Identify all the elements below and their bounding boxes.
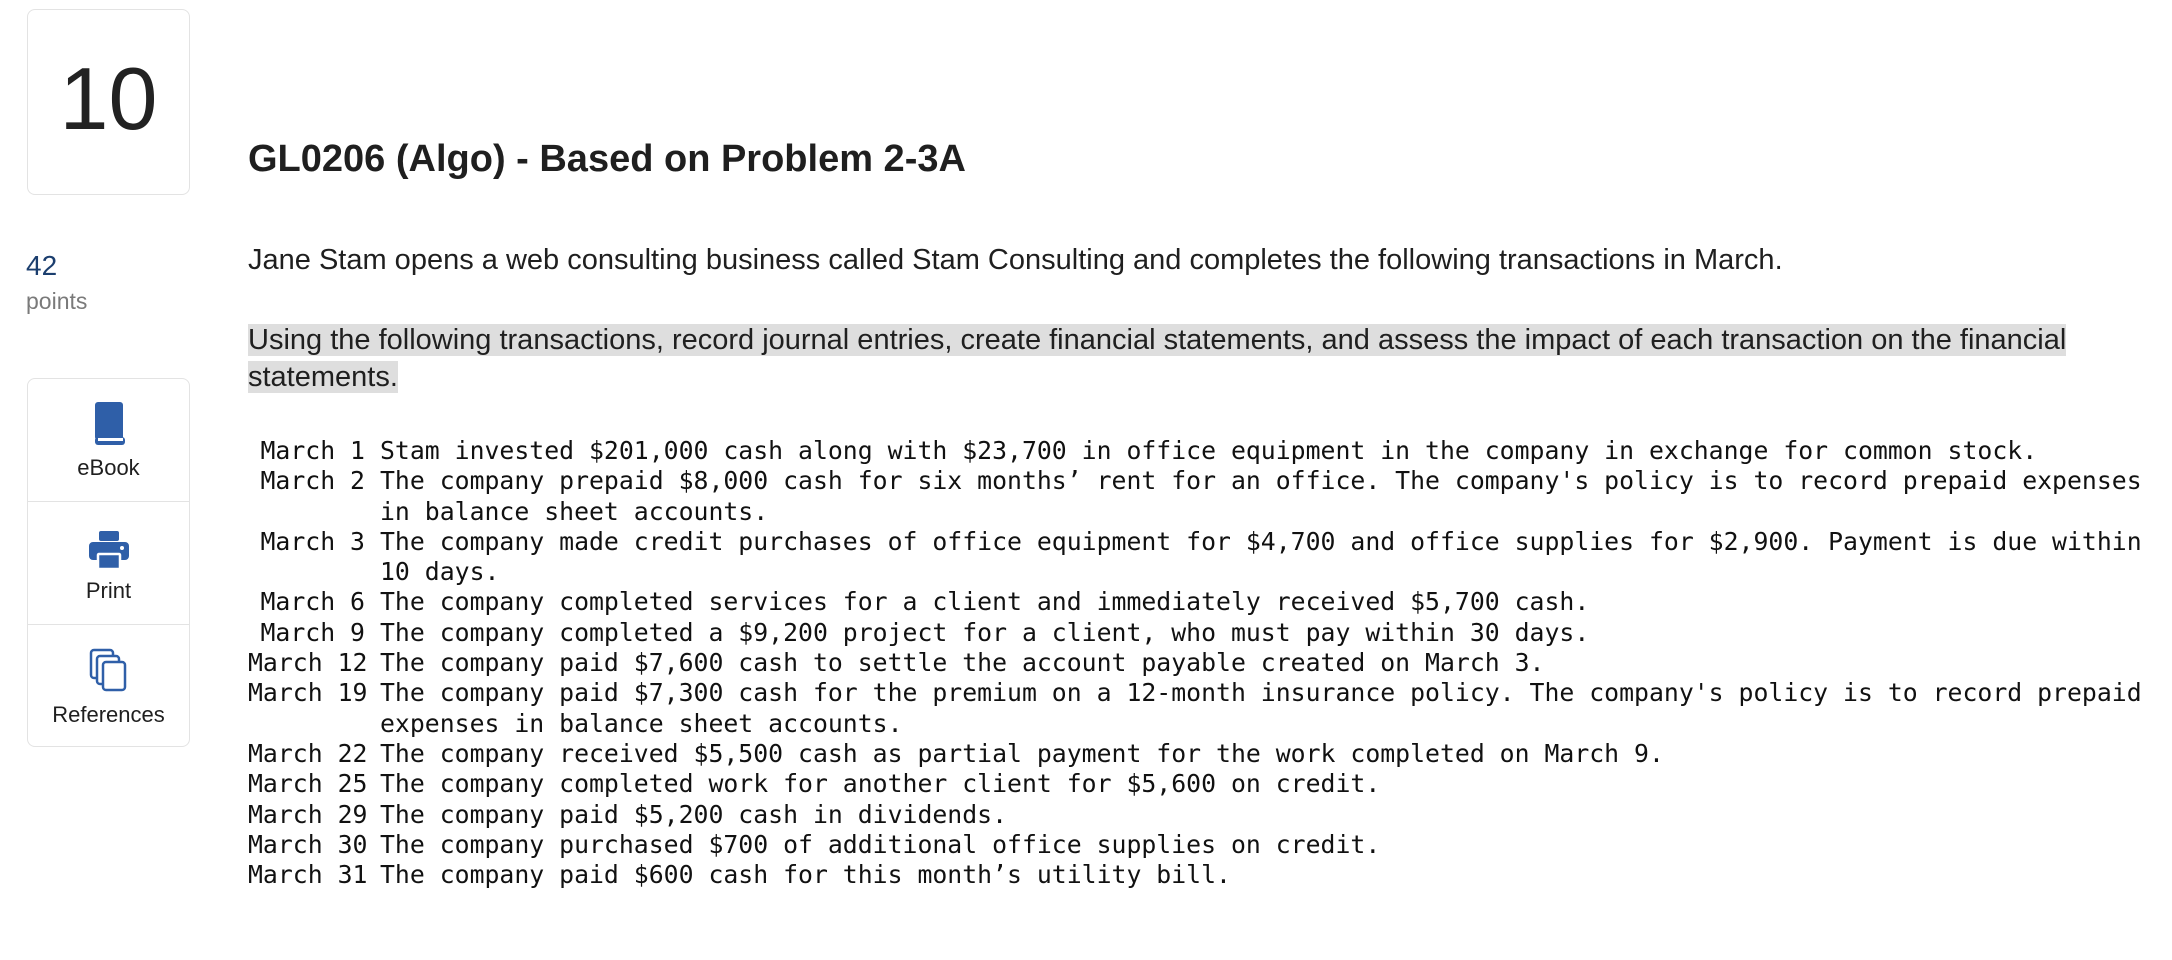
transaction-date: March 9 [260,617,365,647]
question-number: 10 [59,49,158,148]
transactions-list [248,436,2148,890]
print-button[interactable] [28,502,189,625]
transaction-text: The company received $5,500 cash as partial payment for the work completed on March 9. [380,738,1664,768]
question-number-box [27,9,190,195]
transaction-date: March 22 [248,738,368,768]
transaction-text: The company completed a $9,200 project for a client, who must pay within 30 days. [380,617,1590,647]
transaction-text: The company prepaid $8,000 cash for six months’ rent for an office. The company's policy is to record prepaid expenses in balance sheet accounts. [380,466,2142,526]
transaction-text: The company paid $7,300 cash for the premium on a 12-month insurance policy. The company's policy is to record prepaid expenses in balance sheet accounts. [380,678,2142,738]
transaction-text: The company made credit purchases of office equipment for $4,700 and office supplies for $2,900. Payment is due within 10 days. [380,526,2142,587]
transaction-row [248,860,2148,890]
transaction-row [248,587,2148,617]
transaction-row [248,800,2148,830]
transaction-row [248,648,2148,678]
transaction-date: March 1 [260,436,365,465]
references-label: References [52,701,165,727]
transaction-date: March 19 [248,678,368,708]
transaction-date: March 30 [248,829,368,859]
tools-panel [27,378,190,747]
transaction-date: March 2 [260,466,365,496]
references-button[interactable] [28,625,189,747]
printer-icon [87,522,131,570]
transaction-date: March 29 [248,799,368,829]
transaction-text: The company purchased $700 of additional office supplies on credit. [380,829,1381,859]
question-title: GL0206 (Algo) - Based on Problem 2-3A [248,138,966,180]
ebook-label: eBook [77,455,140,480]
book-icon [89,399,129,447]
transaction-date: March 12 [248,648,368,678]
transaction-row [248,678,2148,739]
intro-text: Jane Stam opens a web consulting business called Stam Consulting and completes the following transactions in March. [248,244,1783,276]
references-icon [89,646,129,694]
transaction-text: The company completed services for a client and immediately received $5,700 cash. [380,587,1590,617]
transaction-row [248,739,2148,769]
transaction-text: The company paid $7,600 cash to settle the account payable created on March 3. [380,648,1545,678]
transaction-date: March 3 [260,526,365,556]
instruction-highlight: Using the following transactions, record journal entries, create financial statements, and assess the impact of each transaction on the financial statements. [248,324,2067,393]
transaction-row [248,618,2148,648]
transaction-text: The company paid $5,200 cash in dividends. [380,799,1008,829]
ebook-button[interactable] [28,379,189,502]
transaction-text: The company paid $600 cash for this month’s utility bill. [380,860,1231,890]
print-label: Print [85,578,132,603]
points-value: 42 [26,250,58,281]
transaction-row [248,436,2148,466]
transaction-row [248,527,2148,588]
transaction-row [248,466,2148,527]
instruction-text [248,322,2138,396]
transaction-text: Stam invested $201,000 cash along with $23,700 in office equipment in the company in exchange for common stock. [380,436,2038,465]
transaction-text: The company completed work for another client for $5,600 on credit. [380,769,1381,799]
transaction-date: March 31 [248,860,368,890]
transaction-row [248,769,2148,799]
transaction-date: March 25 [248,769,368,799]
transaction-date: March 6 [260,587,365,617]
points-label: points [26,288,88,314]
transaction-row [248,830,2148,860]
